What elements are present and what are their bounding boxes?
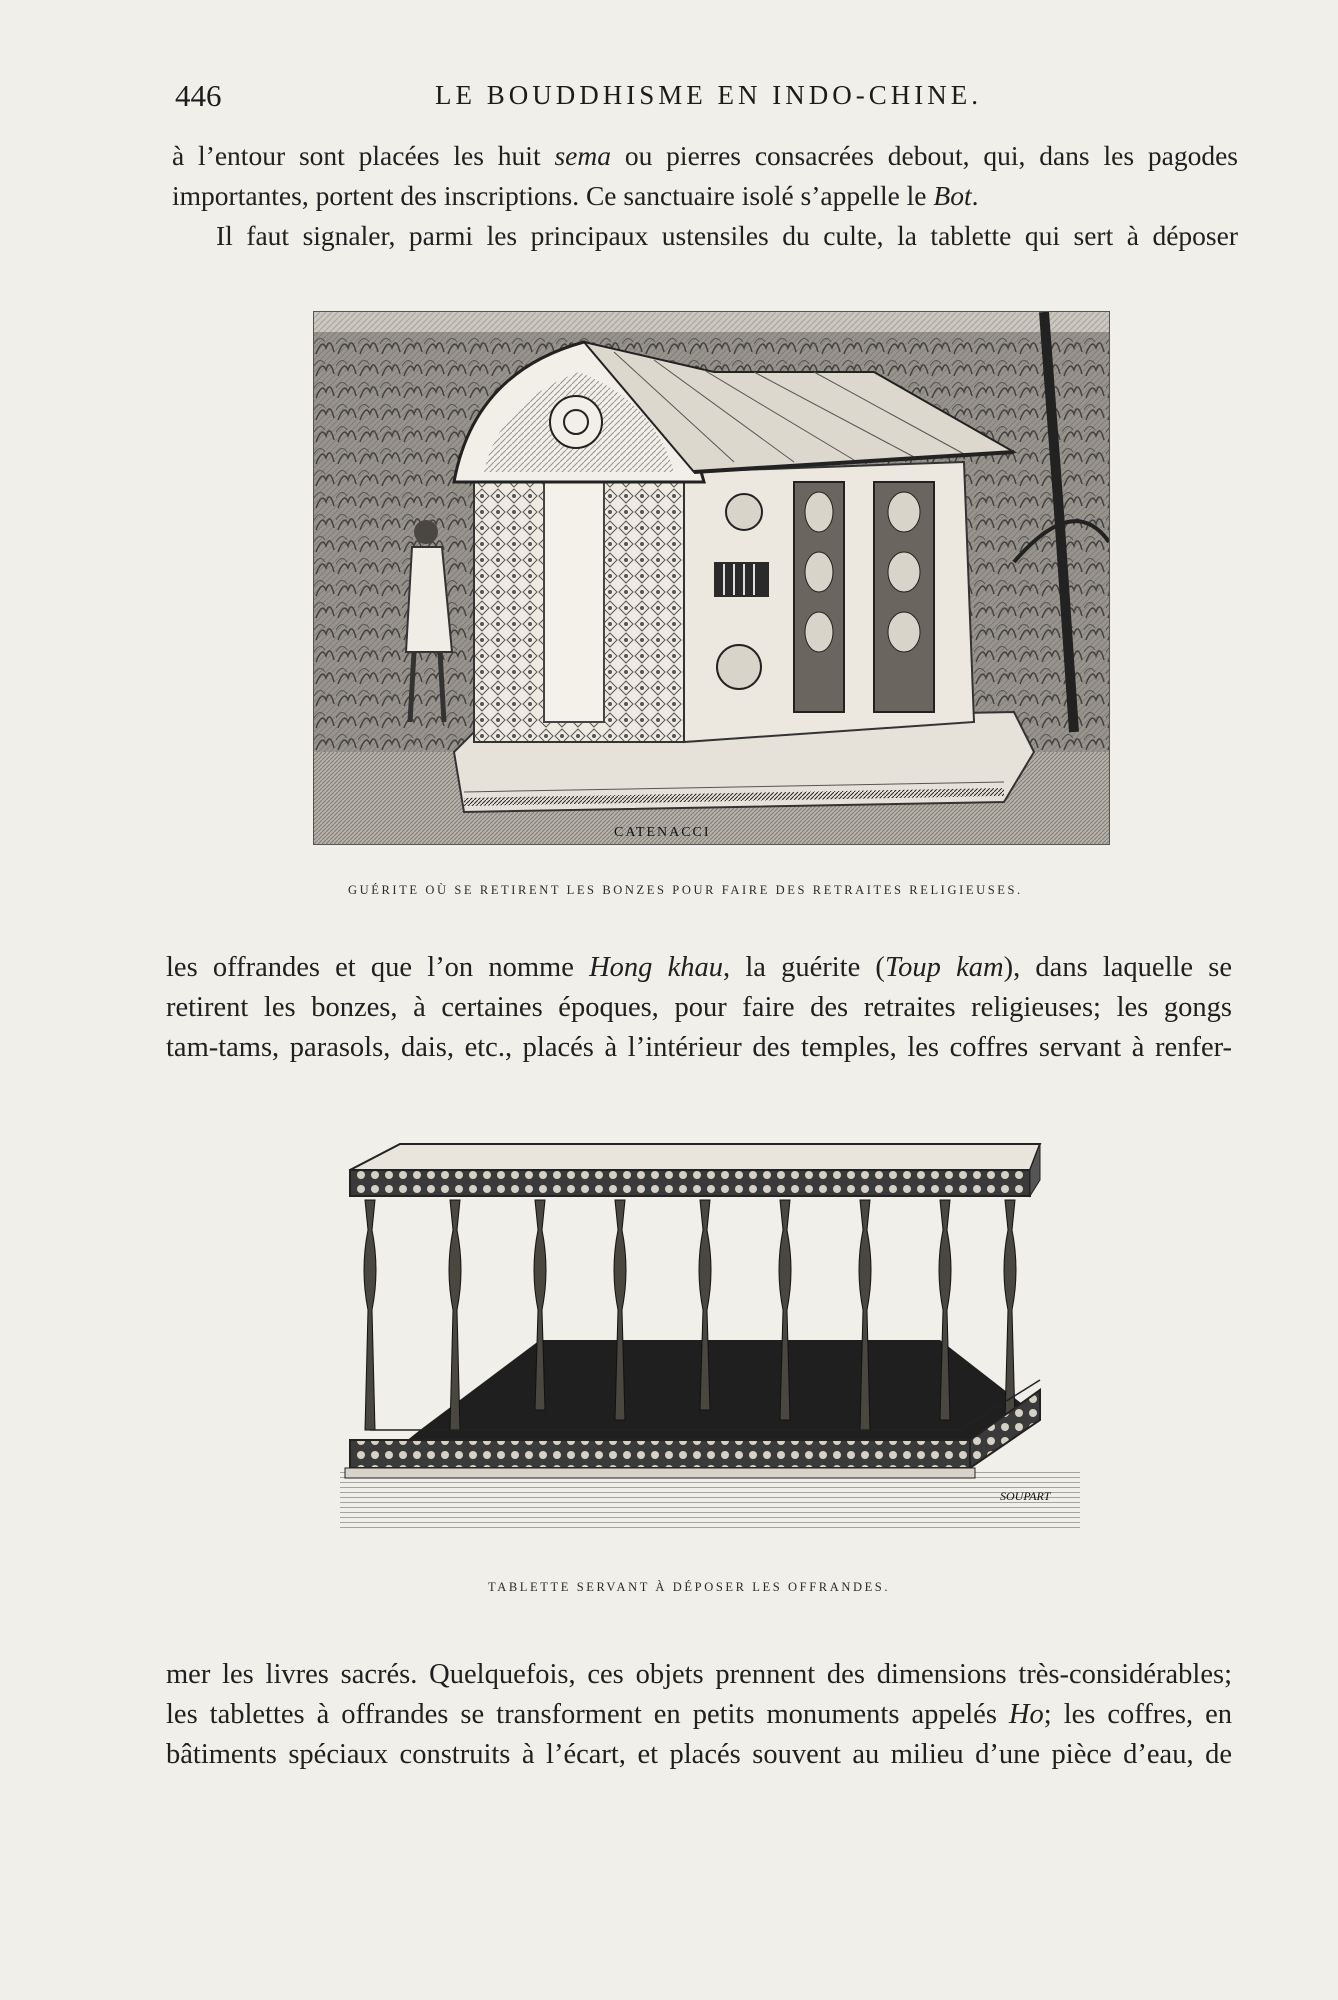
paragraph-3-line-3: bâtiments spéciaux construits à l’écart, et placés souvent au milieu d’une pièce d’eau, de <box>166 1739 1232 1770</box>
page-header <box>175 78 1235 118</box>
page-number: 446 <box>175 78 222 113</box>
engraver-signature-2: SOUPART <box>1000 1489 1051 1503</box>
paragraph-1-line-2: importantes, portent des inscriptions. Ce sanctuaire isolé s’appelle le Bot. <box>172 180 979 211</box>
figure-offering-table-engraving <box>340 1140 1080 1540</box>
running-title: LE BOUDDHISME EN INDO-CHINE. <box>435 80 982 110</box>
paragraph-3-line-2: les tablettes à offrandes se transforment en petits monuments appelés Ho; les coffres, en <box>166 1699 1232 1730</box>
paragraph-2-line-2: retirent les bonzes, à certaines époques, pour faire des retraites religieuses; les gongs <box>166 992 1232 1023</box>
paragraph-2 <box>166 948 1232 1068</box>
paragraph-2-line-3: tam-tams, parasols, dais, etc., placés à l’intérieur des temples, les coffres servant à renfer- <box>166 1032 1232 1063</box>
paragraph-1-line-1: à l’entour sont placées les huit sema ou pierres consacrées debout, qui, dans les pagodes <box>172 140 1238 171</box>
paragraph-2-line-1: les offrandes et que l’on nomme Hong khau, la guérite (Toup kam), dans laquelle se <box>166 952 1233 983</box>
figure-1-caption: GUÉRITE OÙ SE RETIRENT LES BONZES POUR FAIRE DES RETRAITES RELIGIEUSES. <box>348 883 1023 897</box>
figure-pavilion-engraving <box>313 311 1110 845</box>
figure-2-caption: TABLETTE SERVANT À DÉPOSER LES OFFRANDES. <box>488 1580 891 1594</box>
paragraph-1-line-3: Il faut signaler, parmi les principaux ustensiles du culte, la tablette qui sert à déposer <box>216 220 1238 251</box>
paragraph-3-line-1: mer les livres sacrés. Quelquefois, ces objets prennent des dimensions très-considérables; <box>166 1659 1232 1690</box>
paragraph-3 <box>166 1655 1232 1775</box>
pavilion-illustration <box>314 312 1109 844</box>
engraver-signature-1: CATENACCI <box>614 825 711 840</box>
offering-table-illustration <box>340 1140 1080 1540</box>
paragraph-1 <box>172 136 1238 256</box>
